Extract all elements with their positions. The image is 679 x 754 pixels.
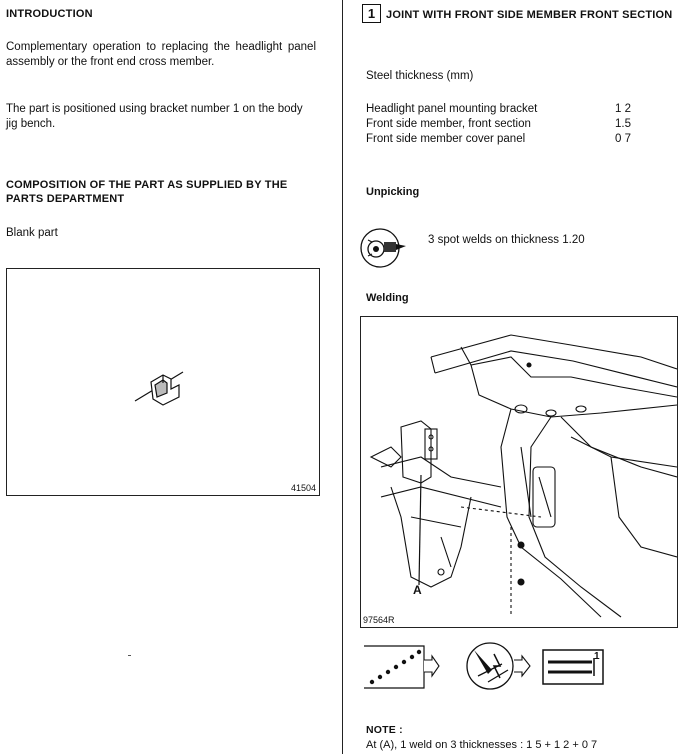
callout-a: A	[413, 583, 422, 597]
note-heading: NOTE :	[366, 724, 403, 736]
thickness-label: Headlight panel mounting bracket	[366, 103, 538, 115]
thickness-label: Front side member cover panel	[366, 133, 526, 145]
note-text: At (A), 1 weld on 3 thicknesses : 1 5 + 1 2 + 0 7	[366, 739, 598, 751]
intro-paragraph-2: The part is positioned using bracket number 1 on the body jig bench.	[6, 103, 303, 130]
intro-heading: INTRODUCTION	[6, 8, 93, 20]
blank-part-figure	[6, 268, 320, 496]
column-divider	[342, 0, 343, 754]
welding-heading: Welding	[366, 292, 409, 304]
thickness-table	[366, 102, 631, 147]
thickness-value: 1 2	[615, 103, 631, 115]
weld-symbol-number: 1	[594, 651, 600, 662]
unpicking-text: 3 spot welds on thickness 1.20	[428, 234, 585, 246]
spot-weld-drill-icon	[358, 226, 414, 270]
front-side-member-drawing	[361, 317, 677, 627]
section-title: JOINT WITH FRONT SIDE MEMBER FRONT SECTION	[386, 9, 673, 21]
bracket-drawing	[7, 269, 319, 495]
thickness-row	[366, 117, 631, 132]
unpicking-heading: Unpicking	[366, 186, 420, 198]
composition-heading: COMPOSITION OF THE PART AS SUPPLIED BY THE PARTS DEPARTMENT	[6, 179, 288, 205]
thickness-value: 0 7	[615, 133, 631, 145]
thickness-label: Front side member, front section	[366, 118, 531, 130]
thickness-value: 1.5	[615, 118, 631, 130]
welding-figure	[360, 316, 678, 628]
welding-figure-number: 97564R	[363, 615, 395, 625]
mig-weld-torch-icon	[464, 640, 540, 692]
section-number-box: 1	[362, 4, 381, 23]
steel-thickness-heading: Steel thickness (mm)	[366, 70, 474, 82]
thickness-row	[366, 132, 631, 147]
spot-weld-pattern-icon	[362, 642, 440, 692]
thickness-row	[366, 102, 631, 117]
blank-part-figure-number: 41504	[290, 483, 316, 493]
stray-mark	[128, 655, 131, 656]
blank-part-label: Blank part	[6, 227, 58, 239]
weld-joint-symbol-icon	[542, 648, 606, 688]
intro-paragraph-1: Complementary operation to replacing the headlight panel assembly or the front end cross member.	[6, 41, 316, 68]
